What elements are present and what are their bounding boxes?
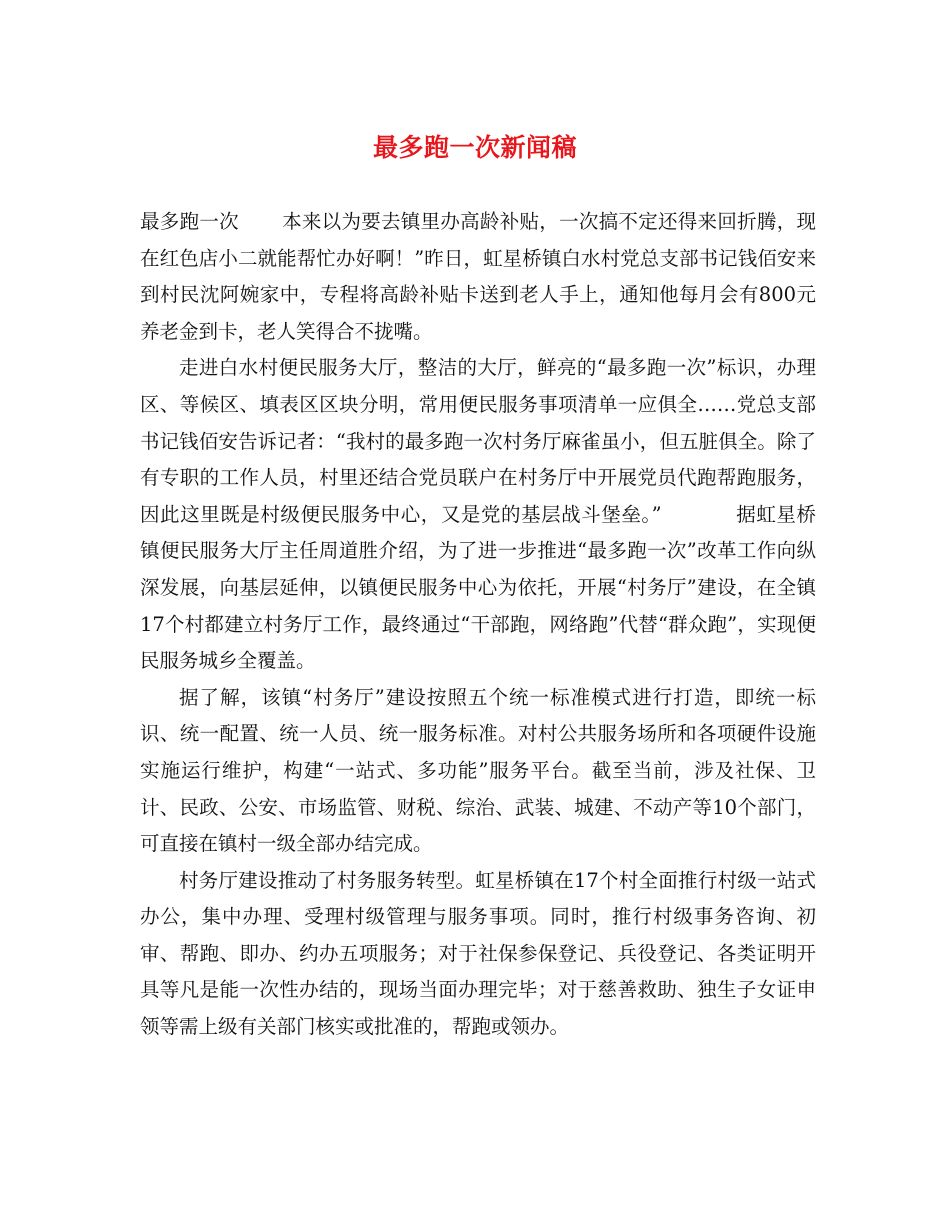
paragraph-1-lead: 最多跑一次: [140, 210, 239, 233]
paragraph-2-tail: 据虹星桥镇便民服务大厅主任周道胜介绍，为了进一步推进“最多跑一次”改革工作向纵深发展，向基层延伸，以镇便民服务中心为依托，开展“村务厅”建设，在全镇17个村都建立村务厅工作，最终通过“干部跑，网络跑”代替“群众跑”，实现便民服务城乡全覆盖。: [140, 502, 816, 673]
paragraph-1-text: 本来以为要去镇里办高龄补贴，一次搞不定还得来回折腾，现在红色店小二就能帮忙办好啊！”昨日，虹星桥镇白水村党总支部书记钱佰安来到村民沈阿婉家中，专程将高龄补贴卡送到老人手上，通知他每月会有800元养老金到卡，老人笑得合不拢嘴。: [140, 210, 816, 343]
document-title: 最多跑一次新闻稿: [372, 133, 577, 162]
paragraph-3: 据了解，该镇“村务厅”建设按照五个统一标准模式进行打造，即统一标识、统一配置、统一人员、统一服务标准。对村公共服务场所和各项硬件设施实施运行维护，构建“一站式、多功能”服务平台。截至当前，涉及社保、卫计、民政、公安、市场监管、财税、综治、武装、城建、不动产等10个部门，可直接在镇村一级全部办结完成。: [140, 685, 816, 856]
paragraph-2-text: 走进白水村便民服务大厅，整洁的大厅，鲜亮的“最多跑一次”标识，办理区、等候区、填表区区块分明，常用便民服务事项清单一应俱全……党总支部书记钱佰安告诉记者：“我村的最多跑一次村务厅麻雀虽小，但五脏俱全。除了有专职的工作人员，村里还结合党员联户在村务厅中开展党员代跑帮跑服务，因此这里既是村级便民服务中心，又是党的基层战斗堡垒。”: [140, 356, 816, 526]
document-body: [140, 204, 816, 1046]
paragraph-4: 村务厅建设推动了村务服务转型。虹星桥镇在17个村全面推行村级一站式办公，集中办理、受理村级管理与服务事项。同时，推行村级事务咨询、初审、帮跑、即办、约办五项服务；对于社保参保登记、兵役登记、各类证明开具等凡是能一次性办结的，现场当面办理完毕；对于慈善救助、独生子女证申领等需上级有关部门核实或批准的，帮跑或领办。: [140, 868, 816, 1039]
paragraph-2: [140, 350, 816, 679]
paragraph-1: [140, 204, 816, 350]
